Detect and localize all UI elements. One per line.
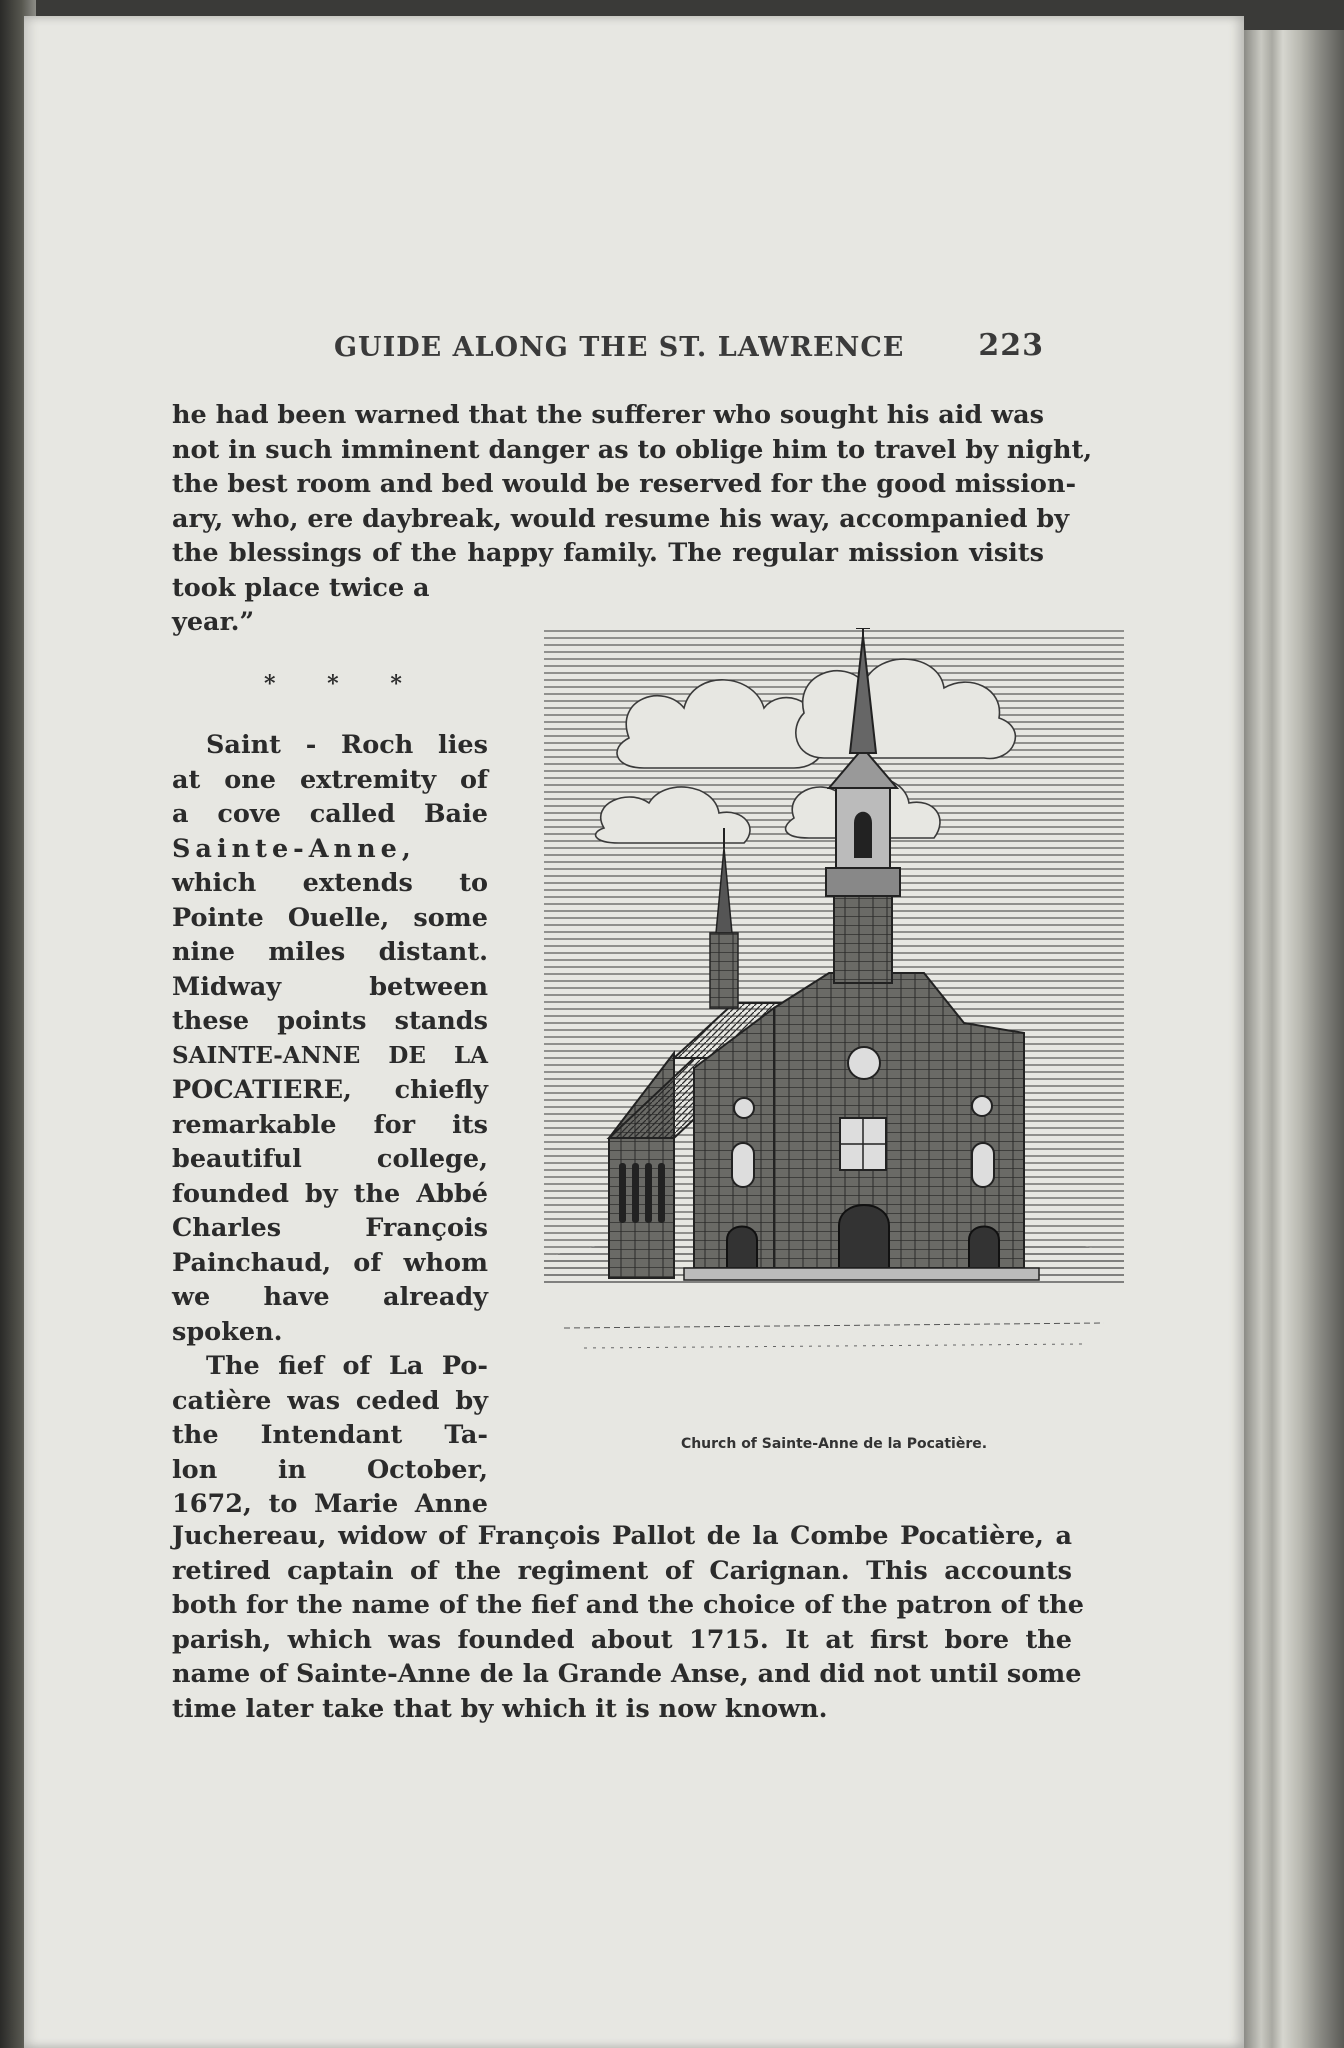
figure-caption: Church of Sainte-Anne de la Pocatière. [680, 1436, 988, 1452]
text-line: Sainte-Anne, [172, 833, 416, 864]
text-line: spoken. [172, 1316, 283, 1347]
text-line: the blessings of the happy family. The regular mission visits [172, 538, 1044, 568]
text-line: at one extremity of [172, 764, 488, 795]
text-line: 1672, to Marie Anne [172, 1489, 488, 1519]
page-number: 223 [978, 328, 1044, 363]
section-break: * * * [264, 671, 424, 697]
text-line: not in such imminent danger as to oblige him to travel by night, [172, 434, 1093, 465]
text-line: the best room and bed would be reserved for the good mission- [172, 469, 1077, 499]
text-line: lon in October, [172, 1454, 488, 1485]
text-line: Pointe Ouelle, some [172, 902, 488, 933]
text-line: ary, who, ere daybreak, would resume his way, accompanied by [172, 503, 1070, 534]
text-line: SAINTE-ANNE DE LA [172, 1041, 488, 1069]
text-line: Midway between [172, 971, 488, 1002]
text-line: the Intendant Ta- [172, 1420, 488, 1450]
page-content [24, 16, 1244, 2048]
text-line: he had been warned that the sufferer who sought his aid was [172, 400, 1044, 430]
text-line: nine miles distant. [172, 937, 488, 967]
text-line: parish, which was founded about 1715. It at first bore the [172, 1624, 1072, 1655]
bottom-paragraph [172, 1519, 1085, 1726]
top-paragraph [172, 398, 1093, 640]
text-line: took place twice a [172, 572, 430, 603]
text-line: retired captain of the regiment of Carignan. This accounts [172, 1555, 1072, 1586]
running-title: GUIDE ALONG THE ST. LAWRENCE [334, 332, 905, 363]
book-page-edges [1235, 30, 1344, 2048]
text-line: Saint - Roch lies [206, 730, 488, 760]
text-line: POCATIERE, chiefly [172, 1075, 488, 1105]
left-column-text [172, 728, 488, 1522]
text-line: both for the name of the fief and the choice of the patron of the [172, 1590, 1085, 1620]
text-line: beautiful college, [172, 1144, 488, 1174]
running-header [334, 328, 1044, 368]
text-line: year.” [172, 607, 255, 637]
church-illustration [544, 628, 1124, 1428]
text-line: remarkable for its [172, 1109, 488, 1140]
text-line: The fief of La Po- [206, 1351, 488, 1381]
text-line: catière was ceded by [172, 1385, 488, 1416]
text-line: a cove called Baie [172, 799, 488, 829]
text-line: founded by the Abbé [172, 1178, 488, 1209]
text-line: these points stands [172, 1006, 488, 1036]
book-page [24, 16, 1244, 2048]
text-line: we have already [172, 1282, 488, 1312]
text-line: Juchereau, widow of François Pallot de la Combe Pocatière, a [172, 1521, 1072, 1551]
text-line: which extends to [172, 868, 488, 898]
text-line: name of Sainte-Anne de la Grande Anse, and did not until some [172, 1659, 1082, 1689]
text-line: Painchaud, of whom [172, 1247, 488, 1278]
text-line: Charles François [172, 1213, 488, 1243]
text-line: time later take that by which it is now known. [172, 1693, 828, 1724]
